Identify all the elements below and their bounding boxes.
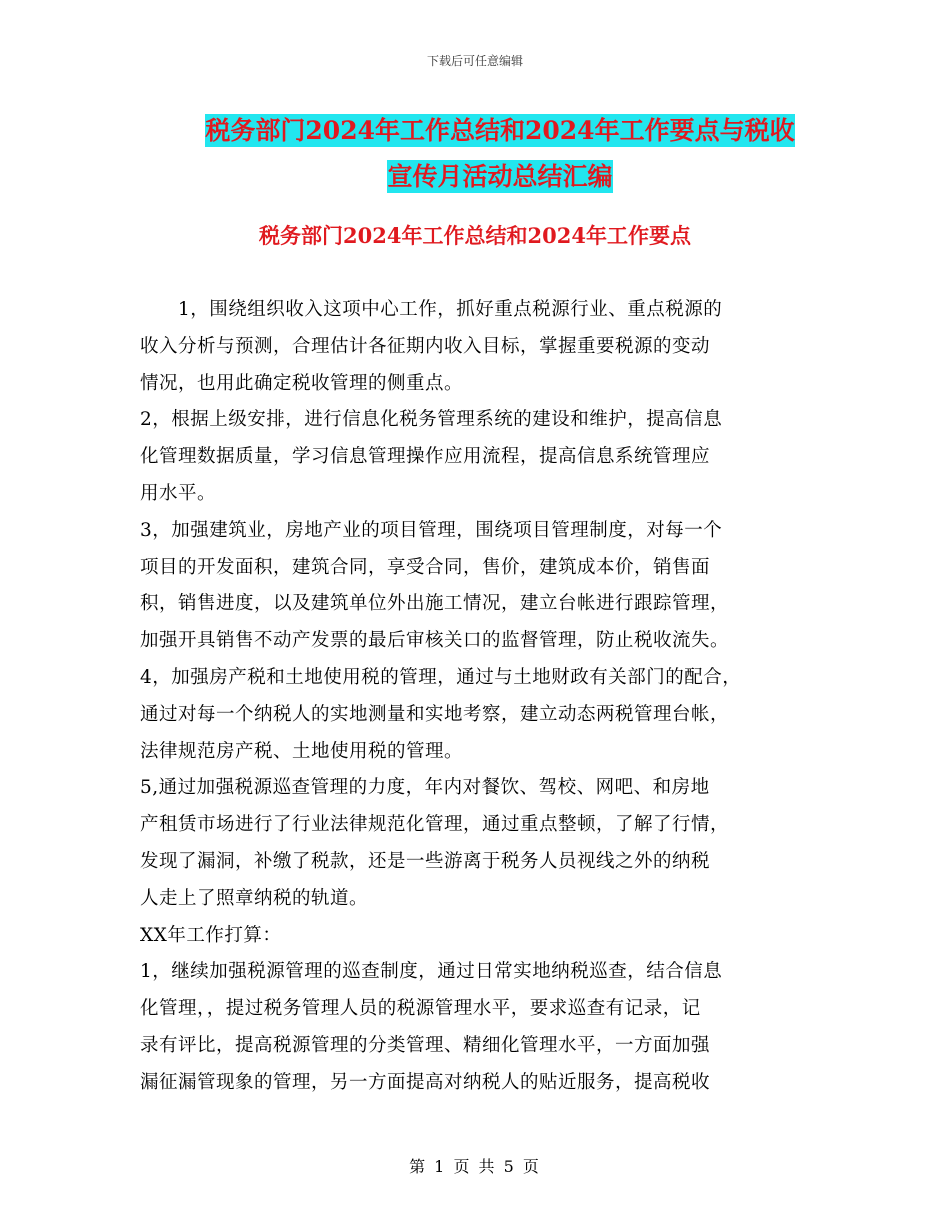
document-title-line-1 — [140, 108, 860, 154]
body-line: 5,通过加强税源巡查管理的力度，年内对餐饮、驾校、网吧、和房地 — [140, 777, 710, 799]
body-line: 1，继续加强税源管理的巡查制度，通过日常实地纳税巡查，结合信息 — [140, 961, 723, 983]
body-line: 录有评比，提高税源管理的分类管理、精细化管理水平，一方面加强 — [140, 1034, 711, 1056]
body-line: 3，加强建筑业，房地产业的项目管理，围绕项目管理制度，对每一个 — [140, 519, 723, 541]
body-line: 用水平。 — [140, 482, 217, 504]
body-line: 发现了漏洞，补缴了税款，还是一些游离于税务人员视线之外的纳税 — [140, 850, 711, 872]
body-line: 1，围绕组织收入这项中心工作，抓好重点税源行业、重点税源的 — [140, 299, 723, 320]
body-line: 收入分析与预测，合理估计各征期内收入目标，掌握重要税源的变动 — [140, 335, 711, 357]
body-line: 2，根据上级安排，进行信息化税务管理系统的建设和维护，提高信息 — [140, 409, 723, 431]
body-line: 漏征漏管现象的管理，另一方面提高对纳税人的贴近服务，提高税收 — [140, 1071, 711, 1093]
body-line: 化管理数据质量，学习信息管理操作应用流程，提高信息系统管理应 — [140, 446, 711, 468]
body-line: 法律规范房产税、土地使用税的管理。 — [140, 740, 464, 762]
body-line: 加强开具销售不动产发票的最后审核关口的监督管理，防止税收流失。 — [140, 630, 730, 652]
document-title — [140, 108, 860, 200]
body-line: 情况，也用此确定税收管理的侧重点。 — [140, 372, 464, 394]
body-line: 人走上了照章纳税的轨道。 — [140, 887, 369, 909]
body-line: XX年工作打算： — [140, 924, 282, 946]
body-text — [140, 292, 820, 1102]
body-line: 4，加强房产税和土地使用税的管理，通过与土地财政有关部门的配合， — [140, 666, 742, 688]
body-line: 积，销售进度，以及建筑单位外出施工情况，建立台帐进行跟踪管理， — [140, 593, 730, 615]
title-highlight-1: 税务部门2024年工作总结和2024年工作要点与税收 — [205, 116, 795, 145]
page-number: 第 1 页 共 5 页 — [409, 1157, 541, 1176]
page-header-note: 下载后可任意编辑 — [426, 54, 523, 68]
document-title-line-2 — [140, 154, 860, 200]
title-highlight-2: 宣传月活动总结汇编 — [387, 162, 613, 191]
body-line: 项目的开发面积，建筑合同，享受合同，售价，建筑成本价，销售面 — [140, 556, 711, 578]
body-line: 通过对每一个纳税人的实地测量和实地考察，建立动态两税管理台帐， — [140, 703, 730, 725]
body-line: 化管理，，提过税务管理人员的税源管理水平，要求巡查有记录，记 — [140, 998, 701, 1020]
section-subtitle: 税务部门2024年工作总结和2024年工作要点 — [259, 223, 691, 248]
body-line: 产租赁市场进行了行业法律规范化管理，通过重点整顿，了解了行情， — [140, 814, 730, 836]
